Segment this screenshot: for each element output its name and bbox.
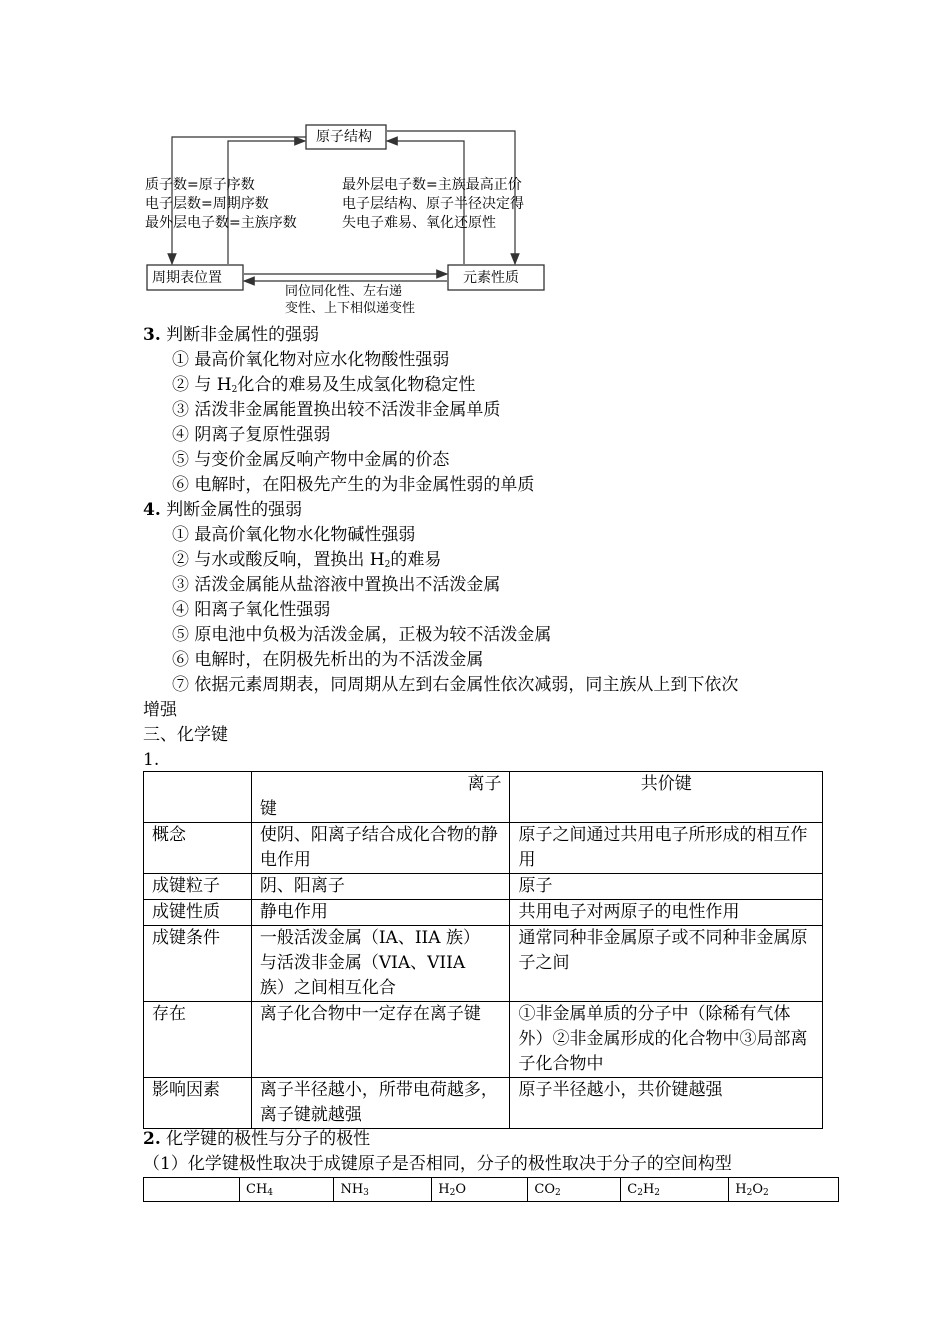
table-cell: 离子半径越小，所带电荷越多，离子键就越强 — [251, 1078, 510, 1129]
molecule-polarity-table — [143, 1177, 839, 1202]
row-label: 影响因素 — [144, 1078, 252, 1129]
bottom-text-line: 变性、上下相似递变性 — [285, 301, 416, 316]
table-cell: 使阴、阳离子结合成化合物的静电作用 — [251, 823, 510, 874]
subscript: 2 — [384, 560, 391, 570]
formula-text: CO — [534, 1181, 556, 1197]
molecule-ch4 — [240, 1178, 334, 1202]
table-row — [144, 1178, 839, 1202]
row-label: 存在 — [144, 1002, 252, 1078]
metal-criterion-1: ① 最高价氧化物水化物碱性强弱 — [172, 525, 416, 545]
table-cell: 原子 — [510, 874, 823, 900]
metal-criterion-7: ⑦ 依据元素周期表，同周期从左到右金属性依次减弱，同主族从上到下依次 — [172, 675, 739, 695]
section-title: 判断金属性的强弱 — [166, 500, 303, 520]
table-row — [144, 772, 823, 823]
table-cell: 通常同种非金属原子或不同种非金属原子之间 — [510, 926, 823, 1002]
criterion-text: 的难易 — [390, 550, 442, 570]
criterion-text: ② 与水或酸反响，置换出 H — [172, 550, 385, 570]
formula-text: O — [455, 1181, 467, 1197]
formula-text: H — [735, 1181, 747, 1197]
nonmetal-criterion-1: ① 最高价氧化物对应水化物酸性强弱 — [172, 350, 450, 370]
table-cell: 原子之间通过共用电子所形成的相互作用 — [510, 823, 823, 874]
cell-line: 与活泼非金属（VIA、VIIA — [259, 953, 466, 973]
row-label: 成键条件 — [144, 926, 252, 1002]
bottom-relation-text — [285, 283, 415, 317]
subscript: 2 — [555, 1187, 561, 1198]
chemical-bond-heading: 三、化学键 — [143, 725, 228, 745]
table-row — [144, 874, 823, 900]
left-text-line: 质子数=原子序数 — [145, 177, 255, 193]
section-3-heading — [143, 323, 319, 348]
subscript: 2 — [746, 1187, 753, 1198]
table-cell: 共用电子对两原子的电性作用 — [510, 900, 823, 926]
row-label: 概念 — [144, 823, 252, 874]
subscript: 4 — [267, 1187, 274, 1198]
nonmetal-criterion-3: ③ 活泼非金属能置换出较不活泼非金属单质 — [172, 400, 501, 420]
table-cell: ①非金属单质的分子中（除稀有气体外）②非金属形成的化合物中③局部离子化合物中 — [510, 1002, 823, 1078]
section-polarity-heading — [143, 1127, 370, 1152]
header-text: 共价键 — [640, 774, 692, 794]
header-text: 离子 — [467, 774, 502, 794]
bond-comparison-table — [143, 771, 823, 1129]
right-text-line: 电子层结构、原子半径决定得 — [342, 196, 524, 212]
table-header-covalent — [510, 772, 823, 823]
subscript: 2 — [763, 1187, 769, 1198]
formula-text: O — [752, 1181, 764, 1197]
criterion-text: ② 与 H — [172, 375, 232, 395]
molecule-h2o2 — [729, 1178, 839, 1202]
row-label: 成键粒子 — [144, 874, 252, 900]
metal-criterion-7-cont: 增强 — [143, 700, 177, 720]
table-cell: 原子半径越小，共价键越强 — [510, 1078, 823, 1129]
subscript: 3 — [363, 1187, 369, 1198]
table-cell: 阴、阳离子 — [251, 874, 510, 900]
table-row — [144, 1078, 823, 1129]
metal-criterion-3: ③ 活泼金属能从盐溶液中置换出不活泼金属 — [172, 575, 501, 595]
header-text: 键 — [259, 799, 277, 819]
molecule-h2o — [432, 1178, 528, 1202]
left-box-label: 周期表位置 — [152, 270, 222, 286]
metal-criterion-5: ⑤ 原电池中负极为活泼金属，正极为较不活泼金属 — [172, 625, 552, 645]
subscript: 2 — [637, 1187, 643, 1198]
right-box-label: 元素性质 — [463, 270, 519, 286]
table-row — [144, 926, 823, 1002]
molecule-co2 — [528, 1178, 621, 1202]
table-cell — [144, 1178, 240, 1202]
formula-text: CH — [246, 1181, 268, 1197]
subscript: 2 — [231, 385, 238, 395]
table-cell: 静电作用 — [251, 900, 510, 926]
table-header-ionic — [251, 772, 510, 823]
metal-criterion-4: ④ 阳离子氧化性强弱 — [172, 600, 331, 620]
nonmetal-criterion-4: ④ 阴离子复原性强弱 — [172, 425, 331, 445]
table-cell — [251, 926, 510, 1002]
formula-text: C — [627, 1181, 638, 1197]
section-title: 判断非金属性的强弱 — [166, 325, 320, 345]
bottom-text-line: 同位同化性、左右递 — [285, 284, 403, 299]
criterion-text: 化合的难易及生成氢化物稳定性 — [237, 375, 476, 395]
row-label: 成键性质 — [144, 900, 252, 926]
cell-line: 一般活泼金属（IA、IIA 族） — [259, 928, 480, 948]
left-text-line: 电子层数=周期序数 — [145, 196, 269, 212]
metal-criterion-6: ⑥ 电解时，在阴极先析出的为不活泼金属 — [172, 650, 484, 670]
polarity-rule-text: （1）化学键极性取决于成键原子是否相同，分子的极性取决于分子的空间构型 — [143, 1154, 732, 1174]
subscript: 2 — [449, 1187, 456, 1198]
right-relation-text — [342, 176, 524, 233]
section-title: 化学键的极性与分子的极性 — [166, 1129, 371, 1149]
formula-text: NH — [340, 1181, 364, 1197]
cell-line: 族）之间相互化合 — [259, 978, 396, 998]
molecule-c2h2 — [621, 1178, 729, 1202]
section-4-heading — [143, 498, 302, 523]
section-number: 3. — [143, 325, 161, 345]
subscript: 2 — [654, 1187, 661, 1198]
molecule-nh3 — [334, 1178, 432, 1202]
formula-text: H — [642, 1181, 655, 1197]
table-row — [144, 900, 823, 926]
subsection-number: 1. — [143, 750, 160, 770]
formula-text: H — [438, 1181, 450, 1197]
table-cell: 离子化合物中一定存在离子键 — [251, 1002, 510, 1078]
nonmetal-criterion-5: ⑤ 与变价金属反响产物中金属的价态 — [172, 450, 450, 470]
left-text-line: 最外层电子数=主族序数 — [145, 215, 297, 231]
table-row — [144, 1002, 823, 1078]
left-relation-text — [145, 176, 297, 233]
top-box-label: 原子结构 — [316, 129, 372, 145]
right-text-line: 最外层电子数=主族最高正价 — [342, 177, 522, 193]
table-row — [144, 823, 823, 874]
section-number: 2. — [143, 1129, 161, 1149]
table-cell — [144, 772, 252, 823]
nonmetal-criterion-6: ⑥ 电解时，在阳极先产生的为非金属性弱的单质 — [172, 475, 535, 495]
right-text-line: 失电子难易、氧化还原性 — [342, 215, 496, 231]
section-number: 4. — [143, 500, 161, 520]
